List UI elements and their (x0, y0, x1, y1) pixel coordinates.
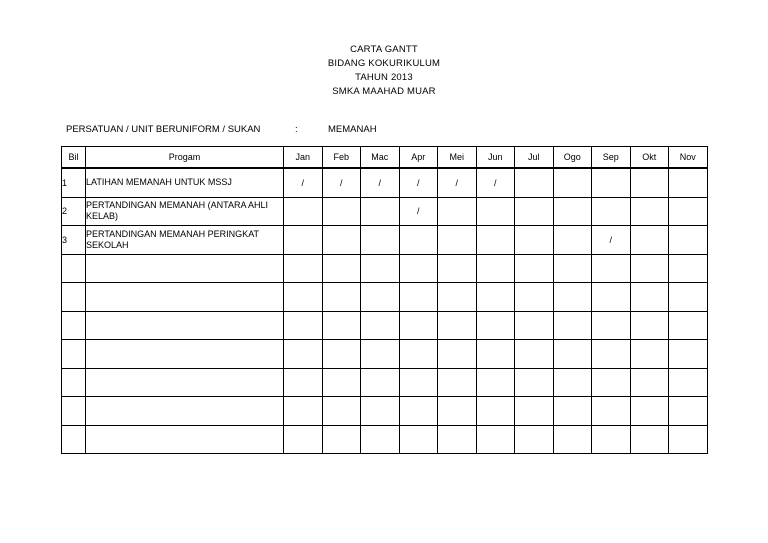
column-header-month: Jun (476, 147, 515, 169)
column-header-month: Ogo (553, 147, 592, 169)
month-mark-cell (515, 368, 554, 397)
month-mark-cell (669, 425, 708, 454)
month-mark-cell (630, 340, 669, 369)
month-mark-cell (553, 425, 592, 454)
month-mark-cell (476, 368, 515, 397)
program-name-cell (86, 340, 284, 369)
month-mark-cell (630, 168, 669, 197)
month-mark-cell (592, 254, 631, 283)
month-mark-cell (515, 283, 554, 312)
column-header-month: Okt (630, 147, 669, 169)
month-mark-cell (669, 168, 708, 197)
table-row (62, 311, 708, 340)
month-mark-cell (592, 168, 631, 197)
gantt-table (61, 146, 708, 454)
month-mark-cell (284, 340, 323, 369)
title-line-4: SMKA MAAHAD MUAR (332, 86, 436, 97)
month-mark-cell (322, 254, 361, 283)
month-mark-cell (438, 254, 477, 283)
month-mark-cell (438, 425, 477, 454)
column-header-month: Feb (322, 147, 361, 169)
month-mark-cell (630, 254, 669, 283)
month-mark-cell (284, 197, 323, 226)
gantt-table-body (62, 168, 708, 454)
month-mark-cell (553, 311, 592, 340)
month-mark-cell (361, 254, 400, 283)
month-mark-cell (361, 397, 400, 426)
month-mark-cell (476, 254, 515, 283)
program-name-cell (86, 368, 284, 397)
month-mark-cell (476, 283, 515, 312)
month-mark-cell (476, 340, 515, 369)
month-mark-cell (438, 197, 477, 226)
table-row (62, 226, 708, 255)
month-mark-cell (322, 340, 361, 369)
month-mark-cell (515, 425, 554, 454)
month-mark-cell (361, 283, 400, 312)
column-header-month: Jul (515, 147, 554, 169)
title-line-3: TAHUN 2013 (355, 72, 413, 83)
month-mark-cell: / (399, 168, 438, 197)
month-mark-cell: / (284, 168, 323, 197)
month-mark-cell (553, 254, 592, 283)
program-name-cell (86, 311, 284, 340)
month-mark-cell (553, 197, 592, 226)
month-mark-cell (592, 368, 631, 397)
month-mark-cell (476, 197, 515, 226)
unit-label: PERSATUAN / UNIT BERUNIFORM / SUKAN (66, 124, 261, 135)
month-mark-cell (592, 340, 631, 369)
month-mark-cell (669, 397, 708, 426)
month-mark-cell (476, 425, 515, 454)
month-mark-cell (438, 397, 477, 426)
month-mark-cell (630, 425, 669, 454)
column-header-month: Apr (399, 147, 438, 169)
table-header-row (62, 147, 708, 169)
month-mark-cell (284, 425, 323, 454)
month-mark-cell (361, 226, 400, 255)
table-row (62, 425, 708, 454)
month-mark-cell (630, 283, 669, 312)
month-mark-cell (284, 283, 323, 312)
month-mark-cell (669, 311, 708, 340)
unit-value: MEMANAH (328, 124, 377, 135)
month-mark-cell (361, 368, 400, 397)
month-mark-cell (669, 340, 708, 369)
column-header-bil: Bil (62, 147, 86, 169)
row-number-cell (62, 368, 86, 397)
column-header-program: Progam (86, 147, 284, 169)
month-mark-cell (361, 197, 400, 226)
month-mark-cell (399, 368, 438, 397)
table-row (62, 368, 708, 397)
month-mark-cell (284, 397, 323, 426)
month-mark-cell (553, 226, 592, 255)
table-row (62, 168, 708, 197)
month-mark-cell (438, 368, 477, 397)
row-number-cell: 1 (62, 168, 86, 197)
column-header-month: Jan (284, 147, 323, 169)
month-mark-cell (669, 254, 708, 283)
row-number-cell (62, 283, 86, 312)
month-mark-cell (630, 368, 669, 397)
month-mark-cell (322, 397, 361, 426)
month-mark-cell (592, 397, 631, 426)
month-mark-cell (515, 197, 554, 226)
month-mark-cell (515, 168, 554, 197)
month-mark-cell (553, 340, 592, 369)
month-mark-cell: / (322, 168, 361, 197)
month-mark-cell (515, 397, 554, 426)
row-number-cell (62, 397, 86, 426)
month-mark-cell: / (438, 168, 477, 197)
month-mark-cell (476, 397, 515, 426)
month-mark-cell (322, 197, 361, 226)
row-number-cell: 3 (62, 226, 86, 255)
month-mark-cell (592, 283, 631, 312)
column-header-month: Nov (669, 147, 708, 169)
program-name-cell (86, 397, 284, 426)
month-mark-cell (476, 226, 515, 255)
month-mark-cell (630, 197, 669, 226)
month-mark-cell: / (476, 168, 515, 197)
month-mark-cell (515, 340, 554, 369)
month-mark-cell (669, 226, 708, 255)
month-mark-cell (553, 368, 592, 397)
month-mark-cell (476, 311, 515, 340)
column-header-month: Sep (592, 147, 631, 169)
month-mark-cell (592, 425, 631, 454)
month-mark-cell (322, 283, 361, 312)
month-mark-cell (515, 311, 554, 340)
month-mark-cell (322, 226, 361, 255)
program-name-cell (86, 283, 284, 312)
document-title-block (0, 43, 768, 99)
month-mark-cell (399, 254, 438, 283)
program-name-cell: LATIHAN MEMANAH UNTUK MSSJ (86, 168, 284, 197)
month-mark-cell (669, 368, 708, 397)
month-mark-cell (284, 254, 323, 283)
table-row (62, 254, 708, 283)
month-mark-cell (553, 397, 592, 426)
row-number-cell (62, 254, 86, 283)
table-row (62, 340, 708, 369)
month-mark-cell (438, 340, 477, 369)
month-mark-cell: / (592, 226, 631, 255)
month-mark-cell (284, 368, 323, 397)
month-mark-cell (592, 197, 631, 226)
program-name-cell: PERTANDINGAN MEMANAH PERINGKAT SEKOLAH (86, 226, 284, 255)
unit-separator: : (295, 124, 298, 135)
month-mark-cell (322, 368, 361, 397)
month-mark-cell (438, 226, 477, 255)
table-row (62, 283, 708, 312)
month-mark-cell (361, 340, 400, 369)
month-mark-cell: / (361, 168, 400, 197)
row-number-cell (62, 425, 86, 454)
month-mark-cell (399, 283, 438, 312)
month-mark-cell (438, 283, 477, 312)
month-mark-cell (515, 254, 554, 283)
month-mark-cell (553, 168, 592, 197)
month-mark-cell (361, 311, 400, 340)
month-mark-cell (322, 425, 361, 454)
title-line-1: CARTA GANTT (350, 44, 418, 55)
row-number-cell (62, 340, 86, 369)
month-mark-cell (553, 283, 592, 312)
month-mark-cell (630, 397, 669, 426)
month-mark-cell (515, 226, 554, 255)
month-mark-cell (399, 311, 438, 340)
month-mark-cell (399, 397, 438, 426)
program-name-cell (86, 254, 284, 283)
month-mark-cell (438, 311, 477, 340)
title-line-2: BIDANG KOKURIKULUM (327, 58, 441, 69)
month-mark-cell (669, 283, 708, 312)
row-number-cell (62, 311, 86, 340)
row-number-cell: 2 (62, 197, 86, 226)
column-header-month: Mei (438, 147, 477, 169)
month-mark-cell: / (399, 197, 438, 226)
month-mark-cell (284, 226, 323, 255)
month-mark-cell (399, 340, 438, 369)
month-mark-cell (361, 425, 400, 454)
month-mark-cell (630, 311, 669, 340)
program-name-cell (86, 425, 284, 454)
month-mark-cell (592, 311, 631, 340)
month-mark-cell (399, 425, 438, 454)
month-mark-cell (669, 197, 708, 226)
table-row (62, 397, 708, 426)
month-mark-cell (630, 226, 669, 255)
table-row (62, 197, 708, 226)
program-name-cell: PERTANDINGAN MEMANAH (ANTARA AHLI KELAB) (86, 197, 284, 226)
month-mark-cell (399, 226, 438, 255)
month-mark-cell (322, 311, 361, 340)
column-header-month: Mac (361, 147, 400, 169)
month-mark-cell (284, 311, 323, 340)
